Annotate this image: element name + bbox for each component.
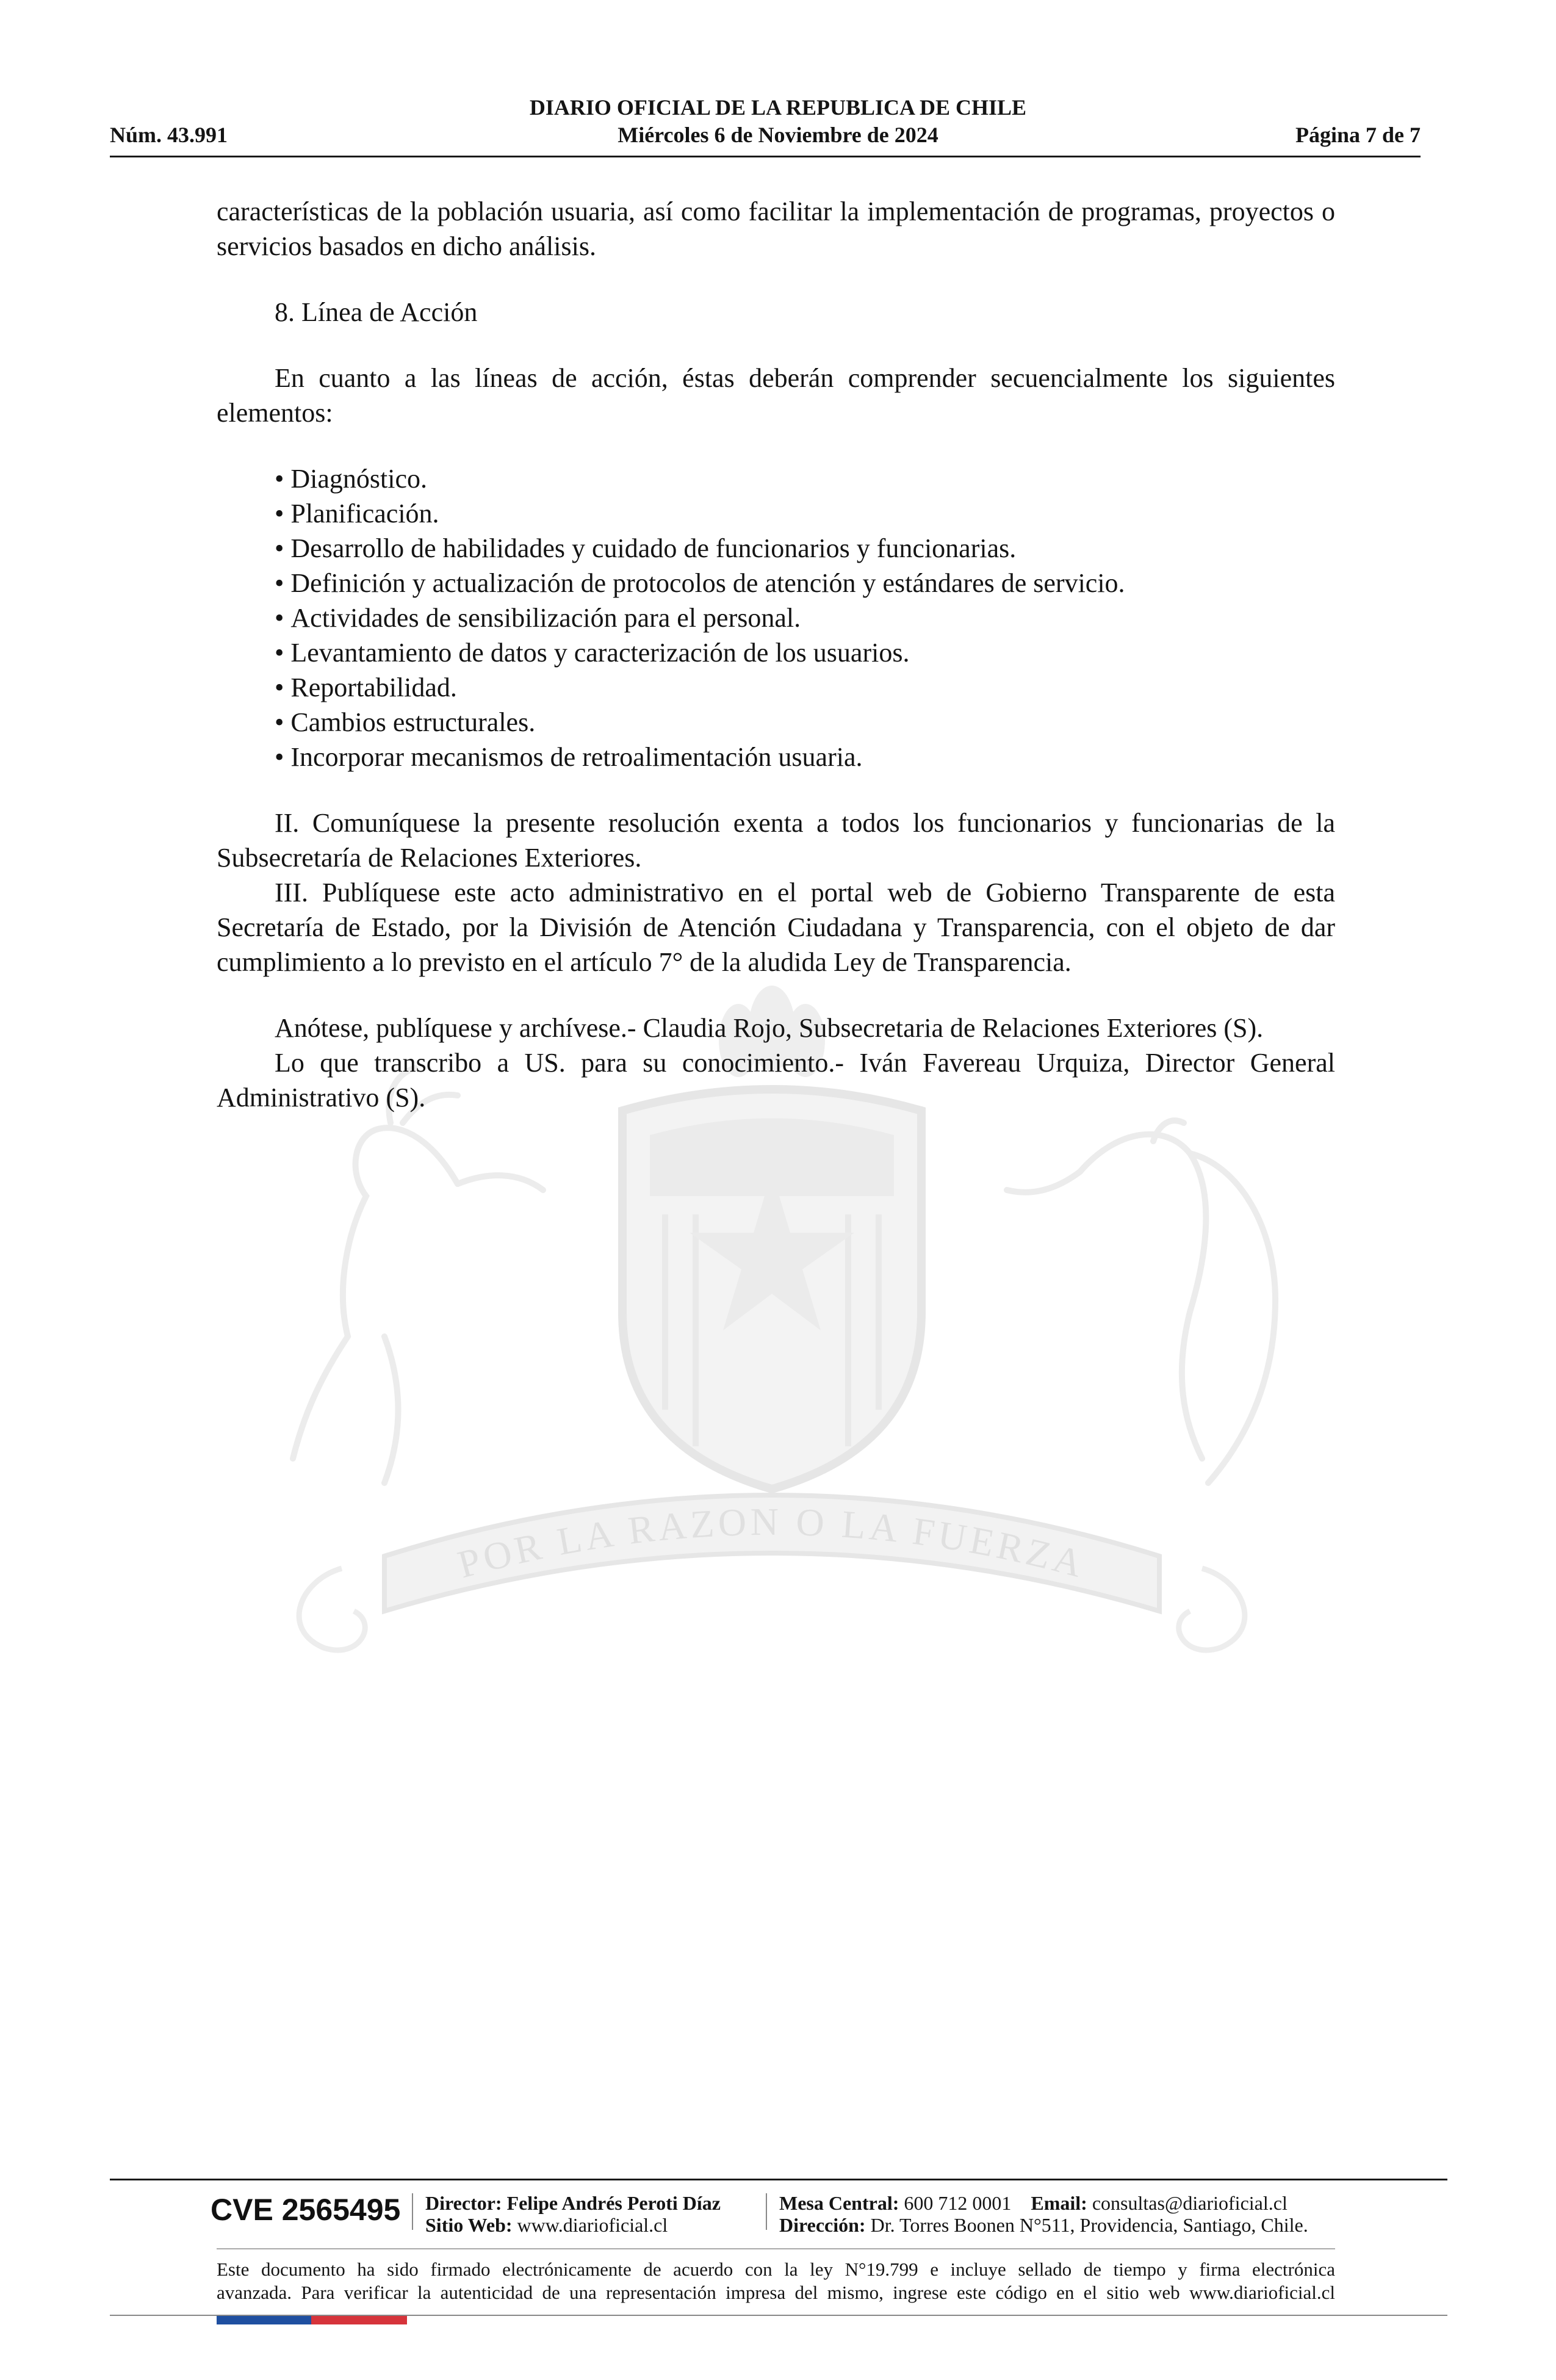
- footer-separator: [766, 2193, 767, 2230]
- footer-director-block: [425, 2192, 721, 2236]
- list-item: • Levantamiento de datos y caracterización de los usuarios.: [275, 635, 1335, 670]
- site-link[interactable]: www.diarioficial.cl: [517, 2214, 668, 2236]
- list-item: • Desarrollo de habilidades y cuidado de funcionarios y funcionarias.: [275, 531, 1335, 566]
- footer-divider: [110, 2179, 1447, 2180]
- section-heading: 8. Línea de Acción: [275, 297, 478, 327]
- list-item: • Diagnóstico.: [275, 461, 1335, 496]
- intro-paragraph: En cuanto a las líneas de acción, éstas deberán comprender secuencialmente los siguientes elementos:: [217, 363, 1335, 428]
- legal-line: Este documento ha sido firmado electrónicamente de acuerdo con la ley N°19.799 e incluye sellado de tiempo y firma electrónica: [217, 2259, 1335, 2280]
- email-label: Email:: [1031, 2192, 1087, 2214]
- continuation-paragraph: características de la población usuaria, así como facilitar la implementación de programas, proyectos o servicios basados en dicho análisis.: [217, 197, 1335, 261]
- page-number: Página 7 de 7: [1295, 123, 1421, 147]
- list-item: • Actividades de sensibilización para el personal.: [275, 600, 1335, 635]
- watermark-motto: POR LA RAZON O LA FUERZA: [453, 1499, 1090, 1587]
- paragraph-ii: II. Comuníquese la presente resolución exenta a todos los funcionarios y funcionarias de la Subsecretaría de Relaciones Exteriores.: [217, 808, 1335, 873]
- legal-line: avanzada. Para verificar la autenticidad de una representación impresa del mismo, ingrese este código en el sitio web www.diarioficial.cl: [217, 2282, 1335, 2303]
- list-item: • Cambios estructurales.: [275, 705, 1335, 740]
- director-label: Director:: [425, 2192, 502, 2214]
- footer-separator: [412, 2193, 413, 2230]
- newspaper-title: DIARIO OFICIAL DE LA REPUBLICA DE CHILE: [529, 95, 1027, 120]
- paragraph-iii: III. Publíquese este acto administrativo en el portal web de Gobierno Transparente de esta Secretaría de Estado, por la División de Atención Ciudadana y Transparencia, con el objeto de dar cumplimiento a lo previsto en el artículo 7° de la aludida Ley de Transparencia.: [217, 878, 1335, 977]
- closing-line-1: Anótese, publíquese y archívese.- Claudia Rojo, Subsecretaria de Relaciones Exteriores (S).: [275, 1013, 1264, 1043]
- list-item: • Incorporar mecanismos de retroalimentación usuaria.: [275, 740, 1335, 774]
- footer-inner-divider: [217, 2248, 1335, 2249]
- director-name: Felipe Andrés Peroti Díaz: [506, 2192, 721, 2214]
- action-lines-list: [217, 461, 1335, 774]
- list-item: • Reportabilidad.: [275, 670, 1335, 705]
- site-label: Sitio Web:: [425, 2214, 513, 2236]
- list-item: • Definición y actualización de protocolos de atención y estándares de servicio.: [275, 566, 1335, 600]
- flag-stripe-red: [311, 2316, 407, 2324]
- document-body: [217, 194, 1335, 1115]
- legal-notice: [217, 2258, 1335, 2304]
- phone-value: 600 712 0001: [904, 2192, 1012, 2214]
- issue-number: Núm. 43.991: [110, 123, 228, 147]
- issue-date: Miércoles 6 de Noviembre de 2024: [618, 123, 938, 147]
- footer-contact-block: [779, 2192, 1308, 2236]
- email-link[interactable]: consultas@diarioficial.cl: [1092, 2192, 1288, 2214]
- header-divider: [110, 156, 1421, 157]
- phone-label: Mesa Central:: [779, 2192, 899, 2214]
- address-label: Dirección:: [779, 2214, 866, 2236]
- list-item: • Planificación.: [275, 496, 1335, 531]
- closing-line-2: Lo que transcribo a US. para su conocimiento.- Iván Favereau Urquiza, Director General Administrativo (S).: [217, 1048, 1335, 1112]
- address-value: Dr. Torres Boonen N°511, Providencia, Santiago, Chile.: [870, 2214, 1308, 2236]
- cve-code: CVE 2565495: [211, 2193, 401, 2227]
- flag-stripe-blue: [217, 2316, 311, 2324]
